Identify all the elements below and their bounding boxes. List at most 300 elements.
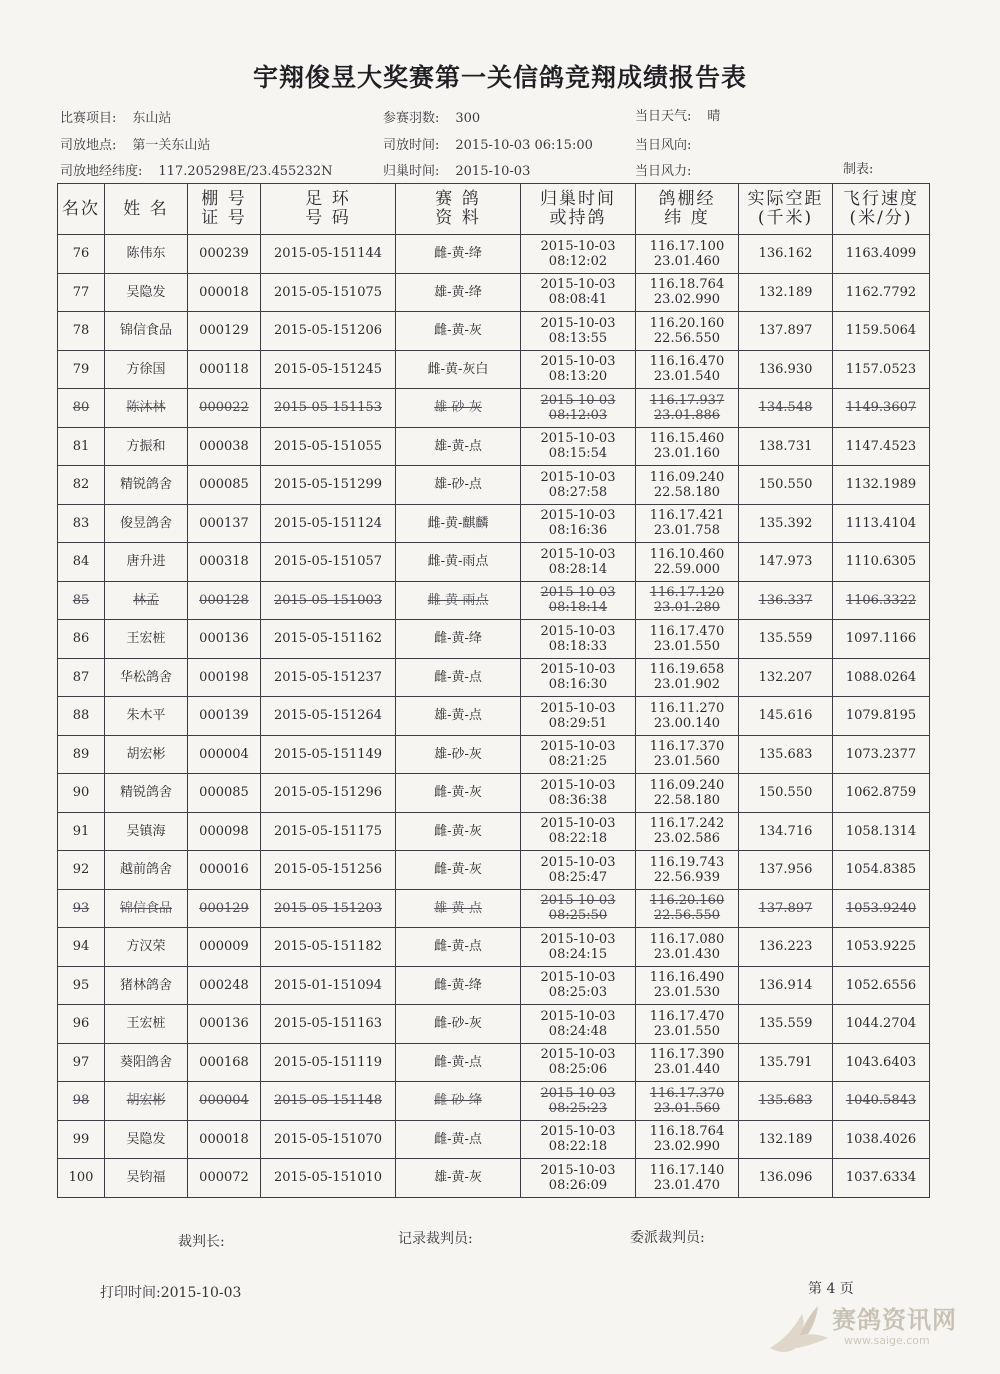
table-row [58, 350, 930, 389]
cell-time [521, 1082, 636, 1121]
cell-lat: 22.58.180 [653, 792, 721, 808]
cell-time [521, 273, 636, 312]
table-row [58, 889, 930, 928]
cell-ring: 2015-05-151256 [261, 851, 396, 890]
cell-time: 08:36:38 [548, 792, 608, 808]
cell-shed: 000129 [188, 889, 261, 928]
cell-lat: 23.02.586 [653, 831, 721, 847]
cell-time: 08:28:14 [548, 561, 608, 577]
watermark [760, 1296, 1000, 1366]
cell-shed: 000248 [188, 966, 261, 1005]
cell-date: 2015-10-03 [540, 1047, 616, 1063]
weather-value: 晴 [707, 109, 721, 124]
cell-lon: 116.20.160 [649, 893, 725, 909]
table-row [58, 235, 930, 274]
cell-pigeon: 雌-黄-灰 [396, 774, 521, 813]
cell-lat: 23.01.460 [653, 253, 721, 269]
cell-rank: 90 [58, 774, 105, 813]
cell-name: 唐升进 [105, 543, 188, 582]
cell-ring: 2015-05-151245 [261, 350, 396, 389]
cell-time [521, 1043, 636, 1082]
cell-time: 08:24:15 [548, 946, 608, 962]
cell-name: 方振和 [105, 427, 188, 466]
coords-value: 117.205298E/23.455232N [158, 164, 333, 179]
cell-speed: 1079.8195 [833, 697, 930, 736]
cell-date: 2015-10-03 [540, 662, 616, 678]
cell-date: 2015-10-03 [540, 623, 616, 639]
cell-lat: 23.02.990 [653, 292, 721, 308]
table-row [58, 1159, 930, 1198]
cell-ring: 2015-05-151119 [261, 1043, 396, 1082]
cell-shed: 000085 [188, 466, 261, 505]
info-wind-dir [635, 134, 691, 153]
cell-speed: 1159.5064 [833, 312, 930, 351]
cell-rank: 93 [58, 889, 105, 928]
cell-lat: 23.01.758 [653, 523, 721, 539]
cell-date: 2015-10-03 [540, 585, 616, 601]
cell-pigeon: 雄-黄-点 [396, 697, 521, 736]
table-row [58, 1043, 930, 1082]
cell-loc [636, 543, 739, 582]
cell-dist: 135.683 [739, 735, 833, 774]
table-row [58, 774, 930, 813]
cell-lon: 116.18.764 [649, 277, 725, 293]
cell-loc [636, 1120, 739, 1159]
cell-name: 吴隐发 [105, 1120, 188, 1159]
cell-shed: 000198 [188, 658, 261, 697]
coords-label: 司放地经纬度: [60, 164, 143, 179]
cell-lat: 23.01.160 [653, 446, 721, 462]
cell-loc [636, 350, 739, 389]
table-body [58, 235, 930, 1198]
cell-lon: 116.10.460 [649, 546, 725, 562]
cell-time: 08:29:51 [548, 715, 608, 731]
cell-lon: 116.17.390 [649, 1047, 725, 1063]
cell-rank: 89 [58, 735, 105, 774]
cell-date: 2015-10-03 [540, 546, 616, 562]
cell-loc [636, 504, 739, 543]
page-number: 第 4 页 [808, 1281, 854, 1297]
cell-pigeon: 雄-砂-点 [396, 466, 521, 505]
cell-rank: 100 [58, 1159, 105, 1198]
cell-shed: 000136 [188, 1005, 261, 1044]
info-count [383, 107, 480, 126]
cell-lat: 22.56.939 [653, 869, 721, 885]
cell-shed: 000168 [188, 1043, 261, 1082]
cell-rank: 97 [58, 1043, 105, 1082]
cell-name: 吴钧福 [105, 1159, 188, 1198]
cell-date: 2015-10-03 [540, 931, 616, 947]
cell-pigeon: 雌-黄-雨点 [396, 543, 521, 582]
cell-dist: 135.683 [739, 1082, 833, 1121]
cell-lat: 23.01.902 [653, 677, 721, 693]
table-row [58, 427, 930, 466]
cell-name: 精锐鸽舍 [105, 466, 188, 505]
cell-dist: 135.791 [739, 1043, 833, 1082]
cell-pigeon: 雌-砂-绛 [396, 1082, 521, 1121]
watermark-name: 赛鸽资讯网 [832, 1305, 957, 1334]
cell-ring: 2015-05-151149 [261, 735, 396, 774]
cell-time: 08:13:55 [548, 330, 608, 346]
cell-dist: 147.973 [739, 543, 833, 582]
cell-rank: 96 [58, 1005, 105, 1044]
cell-ring: 2015-05-151162 [261, 620, 396, 659]
cell-ring: 2015-05-151153 [261, 389, 396, 428]
cell-dist: 137.897 [739, 312, 833, 351]
cell-dist: 136.223 [739, 928, 833, 967]
release-time-value: 2015-10-03 06:15:00 [455, 138, 593, 153]
table-header-row [58, 184, 930, 235]
cell-ring: 2015-05-151070 [261, 1120, 396, 1159]
cell-lat: 23.01.886 [653, 407, 721, 423]
cell-name: 王宏桩 [105, 620, 188, 659]
cell-lat: 23.01.560 [653, 754, 721, 770]
cell-ring: 2015-05-151206 [261, 312, 396, 351]
table-row [58, 928, 930, 967]
cell-rank: 78 [58, 312, 105, 351]
cell-speed: 1052.6556 [833, 966, 930, 1005]
cell-rank: 83 [58, 504, 105, 543]
cell-time: 08:16:30 [548, 677, 608, 693]
cell-rank: 86 [58, 620, 105, 659]
cell-speed: 1040.5843 [833, 1082, 930, 1121]
cell-lon: 116.16.490 [649, 970, 725, 986]
cell-lat: 22.58.180 [653, 484, 721, 500]
cell-lat: 23.01.550 [653, 1023, 721, 1039]
cell-speed: 1132.1989 [833, 466, 930, 505]
home-time-label: 归巢时间: [383, 164, 440, 179]
cell-pigeon: 雄-砂-灰 [396, 735, 521, 774]
cell-date: 2015-10-03 [540, 238, 616, 254]
info-release-place [60, 134, 210, 153]
results-table [57, 183, 930, 1198]
project-value: 东山站 [132, 111, 172, 126]
cell-time: 08:26:09 [548, 1177, 608, 1193]
weather-label: 当日天气: [635, 109, 692, 124]
cell-ring: 2015-01-151094 [261, 966, 396, 1005]
cell-loc [636, 581, 739, 620]
cell-rank: 81 [58, 427, 105, 466]
cell-lat: 23.01.470 [653, 1177, 721, 1193]
table-row [58, 389, 930, 428]
cell-rank: 95 [58, 966, 105, 1005]
cell-speed: 1106.3322 [833, 581, 930, 620]
cell-loc [636, 966, 739, 1005]
cell-lon: 116.17.242 [649, 816, 725, 832]
cell-pigeon: 雌-黄-绛 [396, 966, 521, 1005]
table-row [58, 1005, 930, 1044]
wind-dir-label: 当日风向: [635, 138, 692, 153]
cell-dist: 135.392 [739, 504, 833, 543]
cell-dist: 136.096 [739, 1159, 833, 1198]
cell-time [521, 581, 636, 620]
cell-time: 08:22:18 [548, 831, 608, 847]
pigeon-logo-icon [760, 1296, 840, 1366]
cell-pigeon: 雌-黄-点 [396, 658, 521, 697]
info-release-time [383, 134, 593, 153]
cell-lat: 23.01.280 [653, 600, 721, 616]
cell-name: 越前鸽舍 [105, 851, 188, 890]
cell-name: 胡宏彬 [105, 1082, 188, 1121]
cell-pigeon: 雌-黄-灰 [396, 812, 521, 851]
cell-lon: 116.17.470 [649, 1008, 725, 1024]
wind-force-label: 当日风力: [635, 164, 692, 179]
cell-pigeon: 雄-黄-点 [396, 889, 521, 928]
project-label: 比赛项目: [60, 111, 117, 126]
cell-shed: 000139 [188, 697, 261, 736]
report-title: 宇翔俊昱大奖赛第一关信鸽竞翔成绩报告表 [252, 63, 747, 92]
cell-date: 2015-10-03 [540, 970, 616, 986]
cell-lon: 116.20.160 [649, 315, 725, 331]
cell-speed: 1043.6403 [833, 1043, 930, 1082]
header-name: 姓 名 [105, 184, 188, 235]
cell-time: 08:08:41 [548, 292, 608, 308]
header-ring: 足 环 号 码 [261, 184, 396, 235]
cell-time: 08:21:25 [548, 754, 608, 770]
print-time-value: 2015-10-03 [160, 1285, 242, 1301]
cell-speed: 1097.1166 [833, 620, 930, 659]
cell-dist: 136.337 [739, 581, 833, 620]
cell-lon: 116.19.743 [649, 854, 725, 870]
cell-date: 2015-10-03 [540, 816, 616, 832]
cell-speed: 1053.9225 [833, 928, 930, 967]
cell-time [521, 1159, 636, 1198]
cell-time [521, 812, 636, 851]
cell-shed: 000118 [188, 350, 261, 389]
cell-date: 2015-10-03 [540, 1162, 616, 1178]
cell-name: 林孟 [105, 581, 188, 620]
cell-pigeon: 雄-黄-绛 [396, 273, 521, 312]
cell-time [521, 851, 636, 890]
cell-shed: 000022 [188, 389, 261, 428]
cell-speed: 1062.8759 [833, 774, 930, 813]
cell-lat: 23.02.990 [653, 1139, 721, 1155]
cell-time: 08:16:36 [548, 523, 608, 539]
cell-ring: 2015-05-151055 [261, 427, 396, 466]
cell-rank: 80 [58, 389, 105, 428]
cell-lat: 23.01.430 [653, 946, 721, 962]
cell-lon: 116.11.270 [649, 700, 725, 716]
cell-loc [636, 1005, 739, 1044]
cell-pigeon: 雌-黄-绛 [396, 620, 521, 659]
cell-shed: 000004 [188, 1082, 261, 1121]
cell-speed: 1037.6334 [833, 1159, 930, 1198]
cell-time: 08:25:23 [548, 1100, 608, 1116]
cell-date: 2015-10-03 [540, 1124, 616, 1140]
cell-shed: 000129 [188, 312, 261, 351]
header-loc: 鸽棚经 纬 度 [636, 184, 739, 235]
cell-pigeon: 雌-砂-灰 [396, 1005, 521, 1044]
cell-pigeon: 雌-黄-灰 [396, 851, 521, 890]
cell-shed: 000128 [188, 581, 261, 620]
cell-loc [636, 427, 739, 466]
cell-speed: 1038.4026 [833, 1120, 930, 1159]
cell-dist: 132.189 [739, 1120, 833, 1159]
cell-time: 08:22:18 [548, 1139, 608, 1155]
cell-date: 2015-10-03 [540, 739, 616, 755]
cell-speed: 1073.2377 [833, 735, 930, 774]
cell-rank: 84 [58, 543, 105, 582]
cell-time [521, 889, 636, 928]
cell-lat: 23.01.550 [653, 638, 721, 654]
cell-loc [636, 273, 739, 312]
cell-name: 陈伟东 [105, 235, 188, 274]
cell-pigeon: 雌-黄-麒麟 [396, 504, 521, 543]
cell-dist: 132.189 [739, 273, 833, 312]
cell-speed: 1088.0264 [833, 658, 930, 697]
cell-name: 锦信食品 [105, 889, 188, 928]
cell-shed: 000004 [188, 735, 261, 774]
cell-lon: 116.17.937 [649, 392, 725, 408]
cell-shed: 000018 [188, 1120, 261, 1159]
cell-loc [636, 620, 739, 659]
cell-time: 08:25:06 [548, 1062, 608, 1078]
cell-speed: 1163.4099 [833, 235, 930, 274]
cell-loc [636, 697, 739, 736]
cell-name: 王宏桩 [105, 1005, 188, 1044]
cell-name: 猪林鸽舍 [105, 966, 188, 1005]
cell-lon: 116.19.658 [649, 662, 725, 678]
cell-dist: 136.930 [739, 350, 833, 389]
cell-time: 08:27:58 [548, 484, 608, 500]
cell-shed: 000018 [188, 273, 261, 312]
cell-time: 08:15:54 [548, 446, 608, 462]
home-time-value: 2015-10-03 [455, 164, 531, 179]
cell-time [521, 735, 636, 774]
cell-loc [636, 312, 739, 351]
watermark-url: www.saige.com [844, 1334, 930, 1347]
cell-rank: 76 [58, 235, 105, 274]
cell-date: 2015-10-03 [540, 315, 616, 331]
table-row [58, 504, 930, 543]
cell-time [521, 697, 636, 736]
cell-lon: 116.09.240 [649, 777, 725, 793]
cell-name: 锦信食品 [105, 312, 188, 351]
cell-loc [636, 1159, 739, 1198]
cell-dist: 135.559 [739, 620, 833, 659]
cell-loc [636, 735, 739, 774]
cell-lon: 116.17.370 [649, 739, 725, 755]
cell-shed: 000085 [188, 774, 261, 813]
cell-ring: 2015-05-151163 [261, 1005, 396, 1044]
cell-loc [636, 774, 739, 813]
cell-ring: 2015-05-151148 [261, 1082, 396, 1121]
cell-loc [636, 658, 739, 697]
cell-shed: 000009 [188, 928, 261, 967]
cell-ring: 2015-05-151010 [261, 1159, 396, 1198]
cell-name: 方汉荣 [105, 928, 188, 967]
cell-name: 精锐鸽舍 [105, 774, 188, 813]
cell-ring: 2015-05-151144 [261, 235, 396, 274]
cell-loc [636, 889, 739, 928]
cell-name: 陈沐林 [105, 389, 188, 428]
cell-dist: 134.716 [739, 812, 833, 851]
cell-speed: 1053.9240 [833, 889, 930, 928]
table-row [58, 312, 930, 351]
release-time-label: 司放时间: [383, 138, 440, 153]
cell-dist: 138.731 [739, 427, 833, 466]
cell-time [521, 774, 636, 813]
cell-shed: 000072 [188, 1159, 261, 1198]
cell-name: 葵阳鸽舍 [105, 1043, 188, 1082]
cell-ring: 2015-05-151124 [261, 504, 396, 543]
cell-lon: 116.09.240 [649, 469, 725, 485]
cell-ring: 2015-05-151175 [261, 812, 396, 851]
cell-date: 2015-10-03 [540, 854, 616, 870]
cell-shed: 000136 [188, 620, 261, 659]
cell-time: 08:25:03 [548, 985, 608, 1001]
cell-time [521, 466, 636, 505]
cell-time [521, 620, 636, 659]
header-pigeon: 赛 鸽 资 料 [396, 184, 521, 235]
recorder-judge: 记录裁判员: [398, 1231, 473, 1247]
cell-lat: 23.01.440 [653, 1062, 721, 1078]
cell-ring: 2015-05-151003 [261, 581, 396, 620]
info-coords [60, 160, 333, 179]
cell-pigeon: 雌-黄-雨点 [396, 581, 521, 620]
cell-dist: 135.559 [739, 1005, 833, 1044]
cell-ring: 2015-05-151296 [261, 774, 396, 813]
header-time: 归巢时间 或持鸽 [521, 184, 636, 235]
maker-label: 制表: [843, 162, 874, 177]
info-project [60, 107, 171, 126]
cell-time [521, 389, 636, 428]
cell-time [521, 504, 636, 543]
cell-lon: 116.15.460 [649, 431, 725, 447]
table-row [58, 735, 930, 774]
table-row [58, 466, 930, 505]
cell-lat: 23.00.140 [653, 715, 721, 731]
cell-date: 2015-10-03 [540, 508, 616, 524]
cell-pigeon: 雄-黄-灰 [396, 1159, 521, 1198]
cell-time [521, 1120, 636, 1159]
cell-loc [636, 1082, 739, 1121]
cell-lat: 23.01.540 [653, 369, 721, 385]
cell-rank: 77 [58, 273, 105, 312]
cell-rank: 98 [58, 1082, 105, 1121]
count-value: 300 [455, 111, 481, 126]
table-row [58, 812, 930, 851]
cell-date: 2015-10-03 [540, 700, 616, 716]
cell-lat: 22.59.000 [653, 561, 721, 577]
cell-time [521, 928, 636, 967]
cell-lon: 116.17.421 [649, 508, 725, 524]
cell-shed: 000098 [188, 812, 261, 851]
cell-shed: 000239 [188, 235, 261, 274]
cell-dist: 137.956 [739, 851, 833, 890]
cell-lon: 116.17.120 [649, 585, 725, 601]
cell-time: 08:25:47 [548, 869, 608, 885]
cell-loc [636, 466, 739, 505]
table-row [58, 1120, 930, 1159]
cell-ring: 2015-05-151057 [261, 543, 396, 582]
print-time [100, 1282, 241, 1302]
cell-time: 08:18:14 [548, 600, 608, 616]
cell-date: 2015-10-03 [540, 1085, 616, 1101]
header-rank: 名次 [58, 184, 105, 235]
cell-ring: 2015-05-151237 [261, 658, 396, 697]
cell-rank: 91 [58, 812, 105, 851]
cell-speed: 1162.7792 [833, 273, 930, 312]
cell-pigeon: 雌-黄-点 [396, 1120, 521, 1159]
cell-time [521, 350, 636, 389]
cell-time: 08:13:20 [548, 369, 608, 385]
cell-date: 2015-10-03 [540, 777, 616, 793]
cell-dist: 134.548 [739, 389, 833, 428]
cell-pigeon: 雄-砂-灰 [396, 389, 521, 428]
header-shed: 棚 号 证 号 [188, 184, 261, 235]
cell-lat: 23.01.530 [653, 985, 721, 1001]
